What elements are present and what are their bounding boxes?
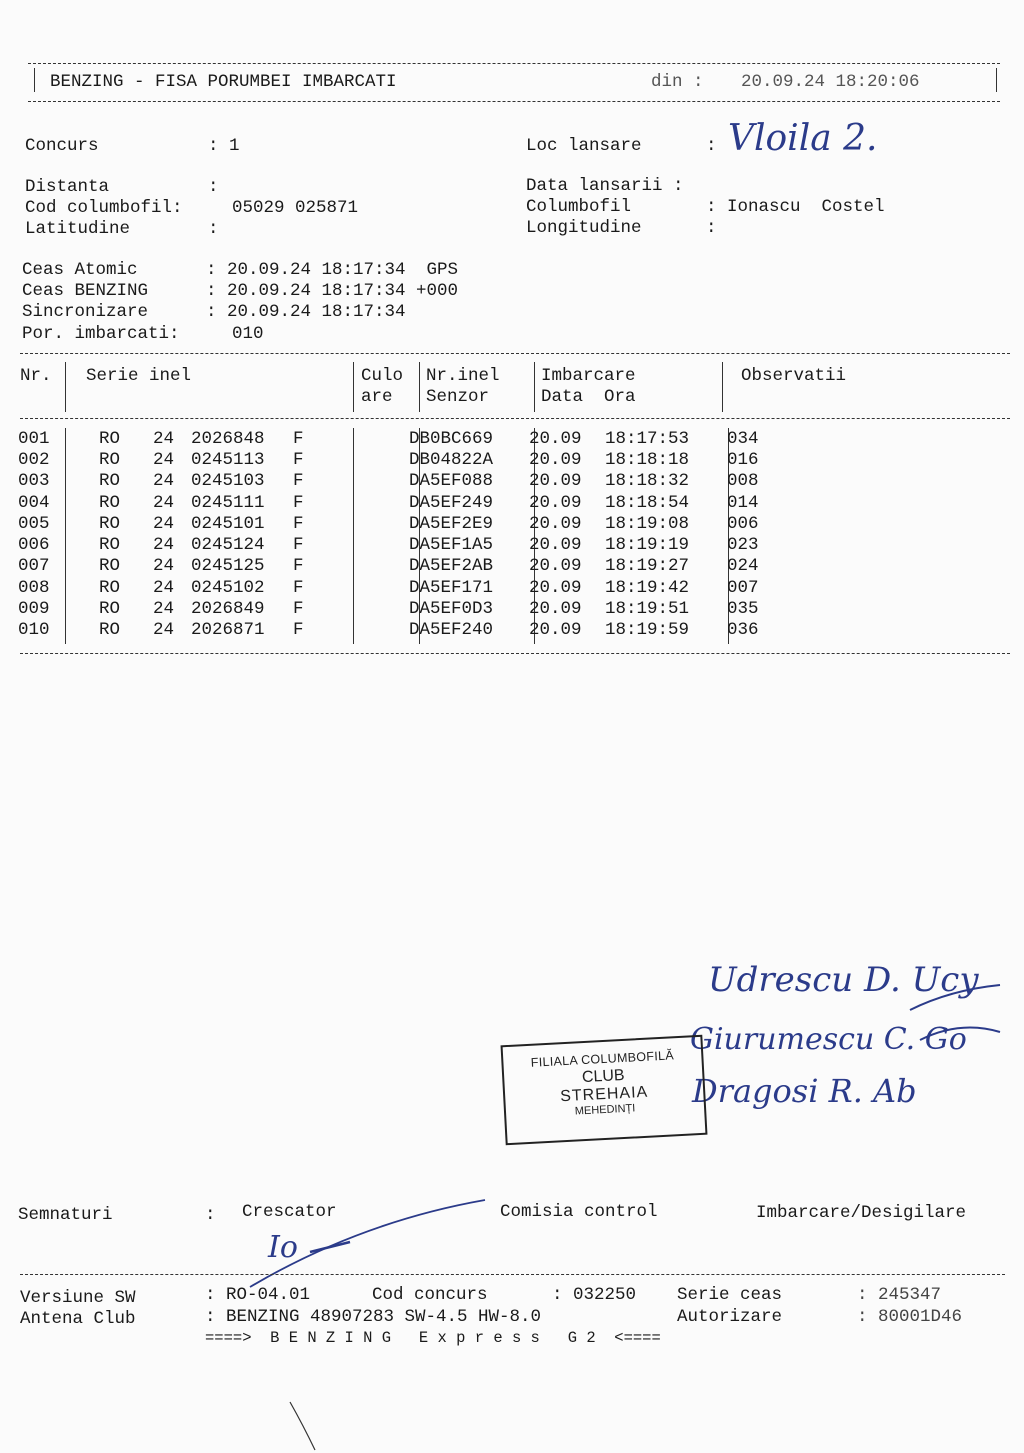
- row-senzor: DA5EF0D3: [409, 599, 494, 620]
- sincronizare-value: : 20.09.24 18:17:34: [206, 302, 406, 322]
- table-bottom-border: [20, 653, 1010, 654]
- row-year: 24: [153, 599, 175, 620]
- row-time: 18:19:59: [605, 620, 690, 641]
- row-country: RO: [99, 449, 121, 470]
- handwritten-signature-1: Udrescu D. Ucy: [708, 960, 979, 1000]
- row-year: 24: [153, 492, 175, 513]
- row-obs: 036: [727, 620, 759, 641]
- antena-club-value: : BENZING 48907283 SW-4.5 HW-8.0: [205, 1307, 542, 1327]
- row-time: 18:19:27: [605, 556, 690, 577]
- row-ring: 0245111: [191, 492, 265, 513]
- imbarcare-desigilare-label: Imbarcare/Desigilare: [756, 1203, 967, 1223]
- cod-columbofil-label: Cod columbofil:: [25, 198, 183, 218]
- header-bottom-border: [28, 101, 1000, 102]
- row-country: RO: [99, 492, 121, 513]
- handwritten-signature-3: Dragosi R. Ab: [692, 1072, 917, 1110]
- por-imbarcati-value: 010: [232, 324, 264, 344]
- row-time: 18:18:54: [605, 492, 690, 513]
- row-culoare: [347, 577, 409, 598]
- cod-concurs-value: : 032250: [552, 1285, 637, 1305]
- cod-columbofil-value: 05029 025871: [232, 198, 359, 218]
- row-date: 20.09: [529, 535, 582, 556]
- latitudine-value: :: [208, 219, 219, 239]
- loc-lansare-handwritten: Vloila 2.: [728, 118, 878, 159]
- club-stamp: [501, 1035, 708, 1145]
- row-culoare: [347, 534, 409, 555]
- row-date: 20.09: [529, 492, 582, 513]
- row-time: 18:17:53: [605, 428, 690, 449]
- row-country: RO: [99, 556, 121, 577]
- row-culoare: [347, 428, 409, 449]
- ceas-benzing-label: Ceas BENZING: [22, 281, 149, 301]
- footer-top-border: [20, 1274, 1005, 1275]
- row-culoare: [347, 471, 409, 492]
- semnaturi-label: Semnaturi: [18, 1205, 113, 1225]
- table-row: [18, 492, 807, 513]
- header-right-border: [996, 68, 997, 92]
- col-header-nr-inel: Nr.inel: [426, 366, 500, 386]
- row-senzor: DA5EF171: [409, 577, 494, 598]
- row-country: RO: [99, 428, 121, 449]
- row-sex: F: [293, 428, 304, 449]
- concurs-value: : 1: [208, 136, 240, 156]
- row-ring: 0245124: [191, 535, 265, 556]
- row-date: 20.09: [529, 428, 582, 449]
- table-row: [18, 428, 807, 449]
- row-nr: 008: [18, 577, 50, 598]
- row-year: 24: [153, 513, 175, 534]
- row-obs: 006: [727, 513, 759, 534]
- row-sex: F: [293, 471, 304, 492]
- ceas-benzing-value: : 20.09.24 18:17:34 +000: [206, 281, 459, 301]
- row-time: 18:19:08: [605, 513, 690, 534]
- row-senzor: DA5EF2AB: [409, 556, 494, 577]
- row-country: RO: [99, 535, 121, 556]
- row-sex: F: [293, 513, 304, 534]
- row-culoare: [347, 598, 409, 619]
- row-date: 20.09: [529, 599, 582, 620]
- row-nr: 001: [18, 428, 50, 449]
- autorizare-label: Autorizare: [677, 1307, 783, 1327]
- row-obs: 014: [727, 492, 759, 513]
- benzing-banner: ====> B E N Z I N G E x p r e s s G 2 <====: [205, 1329, 661, 1347]
- row-date: 20.09: [529, 513, 582, 534]
- sincronizare-label: Sincronizare: [22, 302, 149, 322]
- table-header-bottom-border: [20, 418, 1010, 419]
- col-header-culo: Culo: [361, 366, 404, 386]
- col-header-observatii: Observatii: [741, 366, 847, 386]
- col-sep-5: [722, 362, 723, 412]
- row-year: 24: [153, 556, 175, 577]
- signature-flourish: [900, 970, 1010, 1050]
- distanta-value: :: [208, 177, 219, 197]
- row-senzor: DA5EF240: [409, 620, 494, 641]
- autorizare-value: : 80001D46: [857, 1307, 963, 1327]
- row-obs: 008: [727, 471, 759, 492]
- row-nr: 005: [18, 513, 50, 534]
- col-header-nr: Nr.: [20, 366, 52, 386]
- row-country: RO: [99, 620, 121, 641]
- col-sep-3: [419, 362, 420, 412]
- row-nr: 002: [18, 449, 50, 470]
- crescator-signature: Io: [268, 1230, 298, 1265]
- header-timestamp: 20.09.24 18:20:06: [741, 72, 920, 92]
- ceas-atomic-label: Ceas Atomic: [22, 260, 138, 280]
- row-time: 18:19:42: [605, 577, 690, 598]
- row-sex: F: [293, 449, 304, 470]
- row-senzor: DB0BC669: [409, 428, 494, 449]
- comisia-label: Comisia control: [500, 1202, 658, 1222]
- versiune-sw-label: Versiune SW: [20, 1288, 136, 1308]
- cod-concurs-label: Cod concurs: [372, 1285, 488, 1305]
- header-left-border: [34, 68, 35, 92]
- table-row: [18, 620, 807, 641]
- crescator-label: Crescator: [242, 1202, 337, 1222]
- row-obs: 024: [727, 556, 759, 577]
- row-ring: 0245102: [191, 577, 265, 598]
- row-obs: 007: [727, 577, 759, 598]
- row-obs: 016: [727, 449, 759, 470]
- table-row: [18, 556, 807, 577]
- longitudine-value: :: [706, 218, 717, 238]
- row-country: RO: [99, 471, 121, 492]
- row-obs: 035: [727, 599, 759, 620]
- row-date: 20.09: [529, 556, 582, 577]
- row-year: 24: [153, 471, 175, 492]
- row-senzor: DA5EF249: [409, 492, 494, 513]
- col-header-data-ora: Data Ora: [541, 387, 636, 407]
- longitudine-label: Longitudine: [526, 218, 642, 238]
- ceas-atomic-value: : 20.09.24 18:17:34 GPS: [206, 260, 459, 280]
- data-lansarii-label: Data lansarii :: [526, 176, 684, 196]
- por-imbarcati-label: Por. imbarcati:: [22, 324, 180, 344]
- table-row: [18, 449, 807, 470]
- row-ring: 2026849: [191, 599, 265, 620]
- antena-club-label: Antena Club: [20, 1309, 136, 1329]
- row-ring: 0245113: [191, 449, 265, 470]
- versiune-sw-value: : RO-04.01: [205, 1285, 311, 1305]
- row-country: RO: [99, 599, 121, 620]
- row-year: 24: [153, 449, 175, 470]
- serie-ceas-value: : 245347: [857, 1285, 942, 1305]
- col-header-senzor: Senzor: [426, 387, 490, 407]
- col-header-serie: Serie inel: [86, 366, 192, 386]
- table-row: [18, 471, 807, 492]
- row-culoare: [347, 492, 409, 513]
- row-sex: F: [293, 556, 304, 577]
- stamp-line-1: FILIALA COLUMBOFILĂ: [530, 1048, 675, 1070]
- row-culoare: [347, 556, 409, 577]
- row-obs: 023: [727, 535, 759, 556]
- row-sex: F: [293, 599, 304, 620]
- row-sex: F: [293, 577, 304, 598]
- distanta-label: Distanta: [25, 177, 110, 197]
- col-header-are: are: [361, 387, 393, 407]
- row-country: RO: [99, 577, 121, 598]
- row-country: RO: [99, 513, 121, 534]
- row-time: 18:19:19: [605, 535, 690, 556]
- row-nr: 004: [18, 492, 50, 513]
- col-sep-4: [534, 362, 535, 412]
- row-date: 20.09: [529, 620, 582, 641]
- page-title: BENZING - FISA PORUMBEI IMBARCATI: [50, 72, 397, 92]
- table-row: [18, 577, 807, 598]
- row-year: 24: [153, 428, 175, 449]
- col-sep-1: [65, 362, 66, 412]
- loc-lansare-label: Loc lansare: [526, 136, 642, 156]
- stamp-line-4: MEHEDINȚI: [574, 1102, 636, 1118]
- row-ring: 2026871: [191, 620, 265, 641]
- header-top-border: [28, 63, 1000, 64]
- table-row: [18, 513, 807, 534]
- row-nr: 009: [18, 599, 50, 620]
- row-senzor: DA5EF1A5: [409, 535, 494, 556]
- loc-lansare-colon: :: [706, 136, 717, 156]
- row-ring: 2026848: [191, 428, 265, 449]
- row-time: 18:18:32: [605, 471, 690, 492]
- row-nr: 006: [18, 535, 50, 556]
- row-ring: 0245125: [191, 556, 265, 577]
- row-sex: F: [293, 492, 304, 513]
- columbofil-label: Columbofil: [526, 197, 632, 217]
- row-culoare: [347, 449, 409, 470]
- row-ring: 0245101: [191, 513, 265, 534]
- row-year: 24: [153, 535, 175, 556]
- row-date: 20.09: [529, 449, 582, 470]
- row-sex: F: [293, 535, 304, 556]
- row-nr: 003: [18, 471, 50, 492]
- semnaturi-colon: :: [205, 1205, 216, 1225]
- serie-ceas-label: Serie ceas: [677, 1285, 783, 1305]
- header-din-label: din :: [651, 72, 704, 92]
- table-row: [18, 534, 807, 555]
- row-date: 20.09: [529, 577, 582, 598]
- row-ring: 0245103: [191, 471, 265, 492]
- table-top-border: [20, 353, 1010, 354]
- row-culoare: [347, 513, 409, 534]
- row-nr: 010: [18, 620, 50, 641]
- latitudine-label: Latitudine: [25, 219, 131, 239]
- row-year: 24: [153, 577, 175, 598]
- stamp-line-2: CLUB: [581, 1066, 626, 1087]
- row-year: 24: [153, 620, 175, 641]
- handwritten-signature-2: Giurumescu C. Go: [690, 1022, 967, 1057]
- row-senzor: DA5EF088: [409, 471, 494, 492]
- col-header-imbarcare: Imbarcare: [541, 366, 636, 386]
- row-senzor: DB04822A: [409, 449, 494, 470]
- row-time: 18:19:51: [605, 599, 690, 620]
- row-date: 20.09: [529, 471, 582, 492]
- row-time: 18:18:18: [605, 449, 690, 470]
- row-culoare: [347, 620, 409, 641]
- concurs-label: Concurs: [25, 136, 99, 156]
- table-row: [18, 598, 807, 619]
- row-senzor: DA5EF2E9: [409, 513, 494, 534]
- columbofil-value: : Ionascu Costel: [706, 197, 885, 217]
- pigeons-table: [18, 428, 807, 641]
- pen-mark: [285, 1400, 325, 1453]
- row-obs: 034: [727, 428, 759, 449]
- row-sex: F: [293, 620, 304, 641]
- col-sep-2: [353, 362, 354, 412]
- row-nr: 007: [18, 556, 50, 577]
- stamp-line-3: STREHAIA: [559, 1083, 649, 1106]
